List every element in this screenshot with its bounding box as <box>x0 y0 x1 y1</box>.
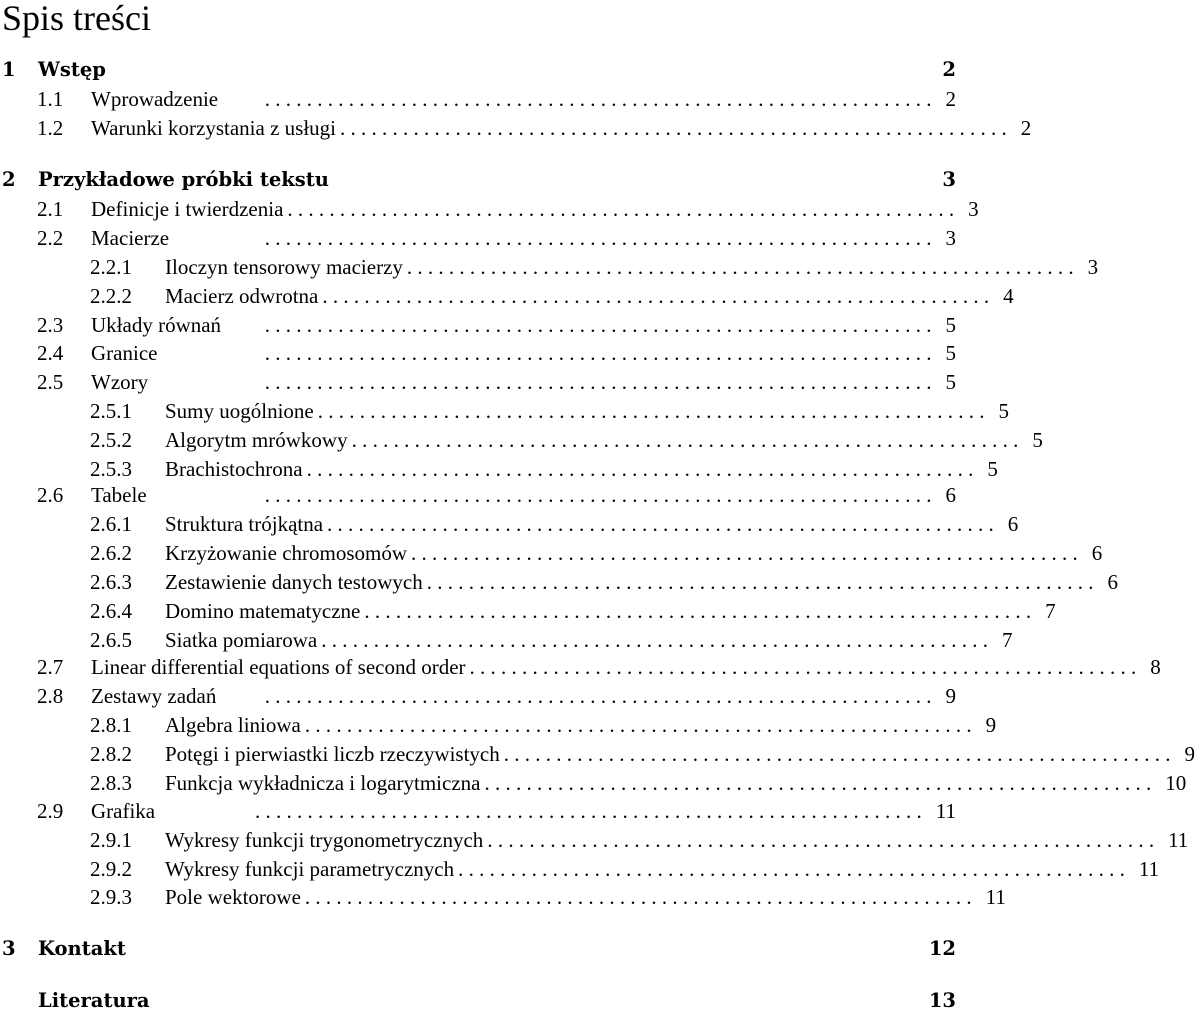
toc-entry-number: 2.6.2 <box>90 541 132 565</box>
toc-entry-title: Potęgi i pierwiastki liczb rzeczywistych <box>165 742 500 766</box>
toc-entry-number: 1 <box>2 58 16 81</box>
toc-entry-number: 2.5.1 <box>90 399 132 423</box>
toc-entry-title: Kontakt <box>38 937 126 960</box>
toc-leader-dots: . . . . . . . . . . . . . . . . . . . . . . . . . . . . . . . . . . . . . . . . . . . . . . . . . . . . . . . . . . . . . . . . <box>264 87 932 111</box>
toc-entry-page: 5 <box>945 341 956 365</box>
toc-entry-title: Macierz odwrotna <box>165 284 319 308</box>
toc-entry-title: Brachistochrona <box>165 457 303 481</box>
toc-entry[interactable] <box>0 312 960 338</box>
toc-entry-number: 2.6.1 <box>90 512 132 536</box>
toc-entry-title: Wzory <box>91 370 149 394</box>
toc-entry[interactable] <box>0 654 1161 680</box>
toc-leader-dots: . . . . . . . . . . . . . . . . . . . . . . . . . . . . . . . . . . . . . . . . . . . . . . . . . . . . . . . . . . . . . . . . <box>264 483 932 507</box>
toc-chapter-entry[interactable] <box>0 936 960 962</box>
toc-entry-number: 3 <box>2 937 16 960</box>
toc-entry[interactable] <box>0 569 1118 595</box>
toc-entry-page: 9 <box>945 684 956 708</box>
toc-entry[interactable] <box>0 86 960 112</box>
toc-entry-title: Algebra liniowa <box>165 713 301 737</box>
toc-heading: Spis treści <box>2 0 151 38</box>
toc-leader-dots: . . . . . . . . . . . . . . . . . . . . . . . . . . . . . . . . . . . . . . . . . . . . . . . . . . . . . . . . . . . . . . . . <box>321 628 988 652</box>
toc-entry-number: 2.7 <box>37 655 64 679</box>
toc-leader-dots: . . . . . . . . . . . . . . . . . . . . . . . . . . . . . . . . . . . . . . . . . . . . . . . . . . . . . . . . . . . . . . . . <box>340 116 1007 140</box>
toc-entry-number: 1.2 <box>37 116 64 140</box>
toc-leader-dots: . . . . . . . . . . . . . . . . . . . . . . . . . . . . . . . . . . . . . . . . . . . . . . . . . . . . . . . . . . . . . . . . <box>264 313 932 337</box>
toc-entry-title: Układy równań <box>91 313 222 337</box>
toc-entry-number: 2.9.3 <box>90 885 132 909</box>
toc-entry-number: 2.9 <box>37 799 64 823</box>
toc-entry-number: 2 <box>2 168 16 191</box>
toc-entry-title: Granice <box>91 341 158 365</box>
toc-entry-page: 2 <box>945 87 956 111</box>
toc-entry-page: 6 <box>1007 512 1019 536</box>
toc-entry-number: 2.2.2 <box>90 284 132 308</box>
toc-entry-title: Algorytm mrówkowy <box>165 428 348 452</box>
toc-leader-dots: . . . . . . . . . . . . . . . . . . . . . . . . . . . . . . . . . . . . . . . . . . . . . . . . . . . . . . . . . . . . . . . . <box>411 541 1078 565</box>
toc-entry-title: Tabele <box>91 483 147 507</box>
toc-entry-number: 2.1 <box>37 197 64 221</box>
toc-leader-dots: . . . . . . . . . . . . . . . . . . . . . . . . . . . . . . . . . . . . . . . . . . . . . . . . . . . . . . . . . . . . . . . . <box>503 742 1171 766</box>
toc-leader-dots: . . . . . . . . . . . . . . . . . . . . . . . . . . . . . . . . . . . . . . . . . . . . . . . . . . . . . . . . . . . . . . . . <box>351 428 1019 452</box>
toc-entry[interactable] <box>0 540 1103 566</box>
toc-entry-number: 2.8.1 <box>90 713 132 737</box>
toc-entry[interactable] <box>0 482 960 508</box>
toc-entry-title: Zestawienie danych testowych <box>165 570 423 594</box>
toc-leader-dots: . . . . . . . . . . . . . . . . . . . . . . . . . . . . . . . . . . . . . . . . . . . . . . . . . . . . . . . . . . . . . . . . <box>264 370 932 394</box>
toc-entry-page: 3 <box>968 197 979 221</box>
toc-entry-number: 1.1 <box>37 87 64 111</box>
toc-entry-number: 2.8 <box>37 684 64 708</box>
toc-entry[interactable] <box>0 770 1187 796</box>
toc-entry-title: Pole wektorowe <box>165 885 301 909</box>
toc-entry-page: 2 <box>942 58 956 81</box>
toc-entry-number: 2.6.3 <box>90 570 132 594</box>
toc-entry-page: 11 <box>985 885 1006 909</box>
toc-entry[interactable] <box>0 254 1099 280</box>
toc-entry-page: 2 <box>1020 116 1032 140</box>
toc-entry-title: Warunki korzystania z usługi <box>91 116 336 140</box>
toc-entry-title: Grafika <box>91 799 156 823</box>
toc-entry-page: 3 <box>942 168 956 191</box>
toc-leader-dots: . . . . . . . . . . . . . . . . . . . . . . . . . . . . . . . . . . . . . . . . . . . . . . . . . . . . . . . . . . . . . . . . <box>264 226 932 250</box>
toc-entry-page: 11 <box>1168 828 1189 852</box>
toc-entry-number: 2.9.2 <box>90 857 132 881</box>
toc-entry-number: 2.5.2 <box>90 428 132 452</box>
toc-entry-number: 2.6.4 <box>90 599 132 623</box>
toc-entry[interactable] <box>0 225 960 251</box>
toc-entry-page: 6 <box>1091 541 1103 565</box>
toc-entry[interactable] <box>0 741 1195 767</box>
toc-entry[interactable] <box>0 627 1013 653</box>
toc-entry-title: Definicje i twierdzenia <box>91 197 284 221</box>
toc-leader-dots: . . . . . . . . . . . . . . . . . . . . . . . . . . . . . . . . . . . . . . . . . . . . . . . . . . . . . . . . . . . . . . . . <box>304 713 972 737</box>
toc-entry-page: 6 <box>1107 570 1118 594</box>
toc-entry[interactable] <box>0 427 1043 453</box>
toc-entry-title: Iloczyn tensorowy macierzy <box>165 255 403 279</box>
toc-entry-page: 7 <box>1001 628 1013 652</box>
toc-chapter-entry[interactable] <box>0 167 960 193</box>
toc-entry-page: 7 <box>1045 599 1056 623</box>
toc-leader-dots: . . . . . . . . . . . . . . . . . . . . . . . . . . . . . . . . . . . . . . . . . . . . . . . . . . . . . . . . . . . . . . . . <box>306 457 974 481</box>
toc-entry-page: 9 <box>985 713 997 737</box>
toc-entry-title: Macierze <box>91 226 170 250</box>
toc-leader-dots: . . . . . . . . . . . . . . . . . . . . . . . . . . . . . . . . . . . . . . . . . . . . . . . . . . . . . . . . . . . . . . . . <box>322 284 990 308</box>
toc-entry-title: Funkcja wykładnicza i logarytmiczna <box>165 771 481 795</box>
toc-leader-dots: . . . . . . . . . . . . . . . . . . . . . . . . . . . . . . . . . . . . . . . . . . . . . . . . . . . . . . . . . . . . . . . . <box>304 885 972 909</box>
toc-leader-dots: . . . . . . . . . . . . . . . . . . . . . . . . . . . . . . . . . . . . . . . . . . . . . . . . . . . . . . . . . . . . . . . . <box>264 341 932 365</box>
toc-entry[interactable] <box>0 798 960 824</box>
toc-entry-title: Przykładowe próbki tekstu <box>38 168 329 191</box>
toc-entry-title: Siatka pomiarowa <box>165 628 318 652</box>
toc-entry-number: 2.4 <box>37 341 64 365</box>
toc-entry-title: Zestawy zadań <box>91 684 217 708</box>
toc-entry-page: 12 <box>928 937 956 960</box>
toc-entry-title: Linear differential equations of second order <box>91 655 466 679</box>
toc-entry-page: 9 <box>1184 742 1195 766</box>
toc-entry-title: Wprowadzenie <box>91 87 219 111</box>
toc-entry-page: 11 <box>1138 857 1160 881</box>
toc-entry-page: 3 <box>945 226 956 250</box>
toc-entry[interactable] <box>0 598 1056 624</box>
toc-leader-dots: . . . . . . . . . . . . . . . . . . . . . . . . . . . . . . . . . . . . . . . . . . . . . . . . . . . . . . . . . . . . . . . . <box>406 255 1074 279</box>
toc-entry-title: Literatura <box>38 989 150 1012</box>
toc-chapter-entry[interactable] <box>0 988 960 1014</box>
toc-entry-number: 2.8.2 <box>90 742 132 766</box>
toc-entry-title: Wykresy funkcji trygonometrycznych <box>165 828 484 852</box>
toc-entry[interactable] <box>0 884 1006 910</box>
toc-entry-number: 2.2 <box>37 226 64 250</box>
toc-entry[interactable] <box>0 827 1189 853</box>
toc-entry-title: Struktura trójkątna <box>165 512 324 536</box>
toc-entry-page: 5 <box>1032 428 1043 452</box>
toc-entry-title: Wstęp <box>38 58 106 81</box>
toc-entry-page: 10 <box>1165 771 1187 795</box>
toc-entry-number: 2.3 <box>37 313 64 337</box>
toc-leader-dots: . . . . . . . . . . . . . . . . . . . . . . . . . . . . . . . . . . . . . . . . . . . . . . . . . . . . . . . . . . . . . . . . <box>327 512 994 536</box>
toc-entry-page: 5 <box>945 370 956 394</box>
toc-entry[interactable] <box>0 283 1014 309</box>
toc-entry-page: 5 <box>987 457 998 481</box>
toc-entry-page: 5 <box>998 399 1010 423</box>
toc-entry-page: 6 <box>945 483 956 507</box>
toc-entry[interactable] <box>0 340 960 366</box>
toc-leader-dots: . . . . . . . . . . . . . . . . . . . . . . . . . . . . . . . . . . . . . . . . . . . . . . . . . . . . . . . . . . . . . . . . <box>426 570 1094 594</box>
toc-entry-page: 8 <box>1150 655 1161 679</box>
toc-chapter-entry[interactable] <box>0 57 960 83</box>
toc-leader-dots: . . . . . . . . . . . . . . . . . . . . . . . . . . . . . . . . . . . . . . . . . . . . . . . . . . . . . . . . . . . . . . . . <box>264 684 932 708</box>
toc-entry-number: 2.6 <box>37 483 64 507</box>
toc-entry-title: Sumy uogólnione <box>165 399 314 423</box>
toc-entry-title: Krzyżowanie chromosomów <box>165 541 408 565</box>
toc-entry[interactable] <box>0 115 1032 141</box>
toc-entry-page: 3 <box>1087 255 1099 279</box>
toc-leader-dots: . . . . . . . . . . . . . . . . . . . . . . . . . . . . . . . . . . . . . . . . . . . . . . . . . . . . . . . . . . . . . . . . <box>255 799 922 823</box>
toc-entry-number: 2.8.3 <box>90 771 132 795</box>
toc-entry[interactable] <box>0 398 1010 424</box>
toc-entry[interactable] <box>0 712 997 738</box>
toc-entry-title: Domino matematyczne <box>165 599 361 623</box>
toc-entry-number: 2.5 <box>37 370 64 394</box>
toc-entry-number: 2.5.3 <box>90 457 132 481</box>
toc-leader-dots: . . . . . . . . . . . . . . . . . . . . . . . . . . . . . . . . . . . . . . . . . . . . . . . . . . . . . . . . . . . . . . . . <box>487 828 1155 852</box>
toc-entry-page: 5 <box>945 313 956 337</box>
toc-entry[interactable] <box>0 456 998 482</box>
toc-leader-dots: . . . . . . . . . . . . . . . . . . . . . . . . . . . . . . . . . . . . . . . . . . . . . . . . . . . . . . . . . . . . . . . . <box>458 857 1125 881</box>
toc-entry-number: 2.6.5 <box>90 628 132 652</box>
toc-entry[interactable] <box>0 196 979 222</box>
toc-leader-dots: . . . . . . . . . . . . . . . . . . . . . . . . . . . . . . . . . . . . . . . . . . . . . . . . . . . . . . . . . . . . . . . . <box>469 655 1137 679</box>
toc-entry[interactable] <box>0 369 960 395</box>
toc-leader-dots: . . . . . . . . . . . . . . . . . . . . . . . . . . . . . . . . . . . . . . . . . . . . . . . . . . . . . . . . . . . . . . . . <box>317 399 985 423</box>
toc-entry[interactable] <box>0 856 1160 882</box>
toc-entry[interactable] <box>0 683 960 709</box>
toc-entry-number: 2.9.1 <box>90 828 132 852</box>
toc-entry-number: 2.2.1 <box>90 255 132 279</box>
toc-entry[interactable] <box>0 511 1019 537</box>
toc-entry-page: 4 <box>1003 284 1014 308</box>
toc-entry-page: 13 <box>928 989 956 1012</box>
toc-entry-page: 11 <box>935 799 956 823</box>
toc-entry-title: Wykresy funkcji parametrycznych <box>165 857 455 881</box>
toc-leader-dots: . . . . . . . . . . . . . . . . . . . . . . . . . . . . . . . . . . . . . . . . . . . . . . . . . . . . . . . . . . . . . . . . <box>484 771 1152 795</box>
toc-leader-dots: . . . . . . . . . . . . . . . . . . . . . . . . . . . . . . . . . . . . . . . . . . . . . . . . . . . . . . . . . . . . . . . . <box>287 197 955 221</box>
toc-leader-dots: . . . . . . . . . . . . . . . . . . . . . . . . . . . . . . . . . . . . . . . . . . . . . . . . . . . . . . . . . . . . . . . . <box>364 599 1032 623</box>
